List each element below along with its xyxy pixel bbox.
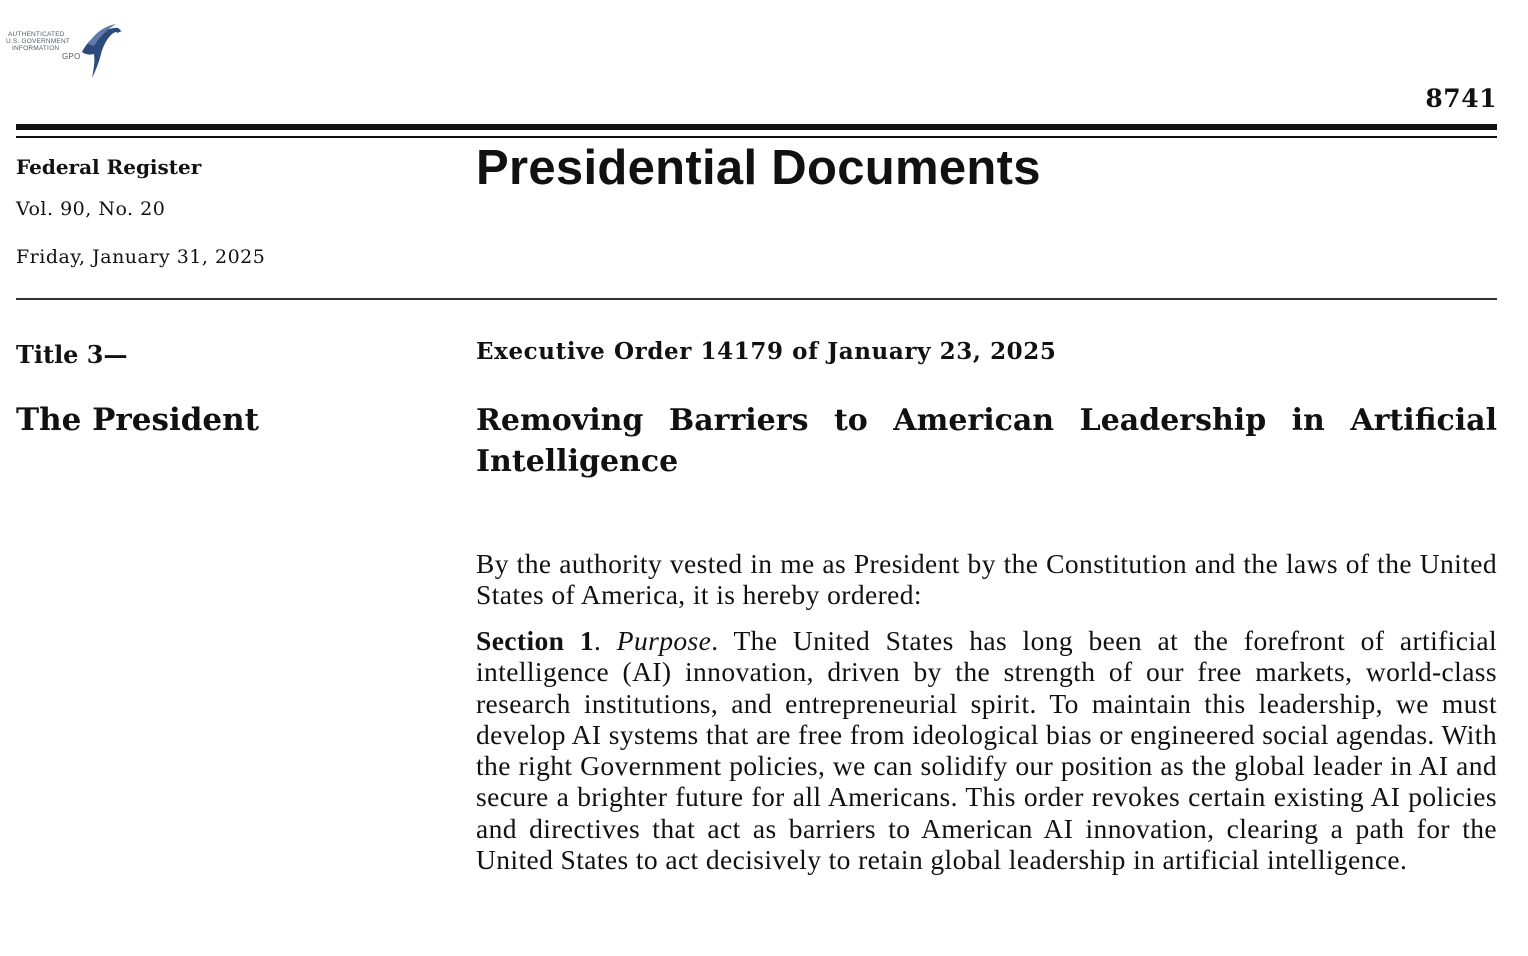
federal-register-label: Federal Register [16,155,202,179]
section-1-paragraph: Section 1. Purpose. The United States has long been at the forefront of artificial intelligence (AI) innovation, driven by the strength of our free markets, world-class research institutions, and entrepreneurial spirit. To maintain this leadership, we must develop AI systems that are free from ideological bias or engineered social agendas. With the right Government policies, we can solidify our position as the global leader in AI and secure a brighter future for all Americans. This order revokes certain existing AI policies and directives that act as barriers to American AI innovation, clearing a path for the United States to act decisively to retain global leadership in artificial intelligence. [476,625,1498,876]
gpo-logo-line-2: U.S. GOVERNMENT [6,38,71,45]
federal-register-date: Friday, January 31, 2025 [16,246,266,268]
gpo-authenticated-logo [6,22,122,86]
federal-register-volume: Vol. 90, No. 20 [16,198,166,220]
executive-order-line: Executive Order 14179 of January 23, 2025 [476,338,1057,365]
header-thick-rule [16,124,1497,130]
gpo-logo-line-3: INFORMATION [12,45,60,52]
section-divider-rule [16,298,1497,300]
gpo-logo-line-4: GPO [62,52,81,61]
gpo-logo-line-1: AUTHENTICATED [8,31,65,38]
header-thin-rule [16,136,1497,138]
title-number: Title 3— [16,340,128,369]
section-1-text: The United States has long been at the forefront of artificial intelligence (AI) innovation, driven by the strength of our free markets, world-class research institutions, and entrepreneurial spirit. To maintain this leadership, we must develop AI systems that are free from ideological bias or engineered social agendas. With the right Government policies, we can solidify our position as the global leader in AI and secure a brighter future for all Americans. This order revokes certain existing AI policies and directives that act as barriers to American AI innovation, clearing a path for the United States to act decisively to retain global leadership in artificial intelligence. [476,625,1498,876]
title-name: The President [16,402,259,438]
preamble-paragraph: By the authority vested in me as President by the Constitution and the laws of the United States of America, it is hereby ordered: [476,548,1497,611]
executive-order-title: Removing Barriers to American Leadership in Artificial Intelligence [476,403,1497,479]
section-1-label: Section 1 [476,625,594,656]
eagle-icon [74,22,124,82]
page-number: 8741 [1425,84,1497,113]
gpo-logo-text [6,31,80,60]
section-1-heading: Purpose [616,625,712,656]
section-heading: Presidential Documents [476,141,1041,195]
